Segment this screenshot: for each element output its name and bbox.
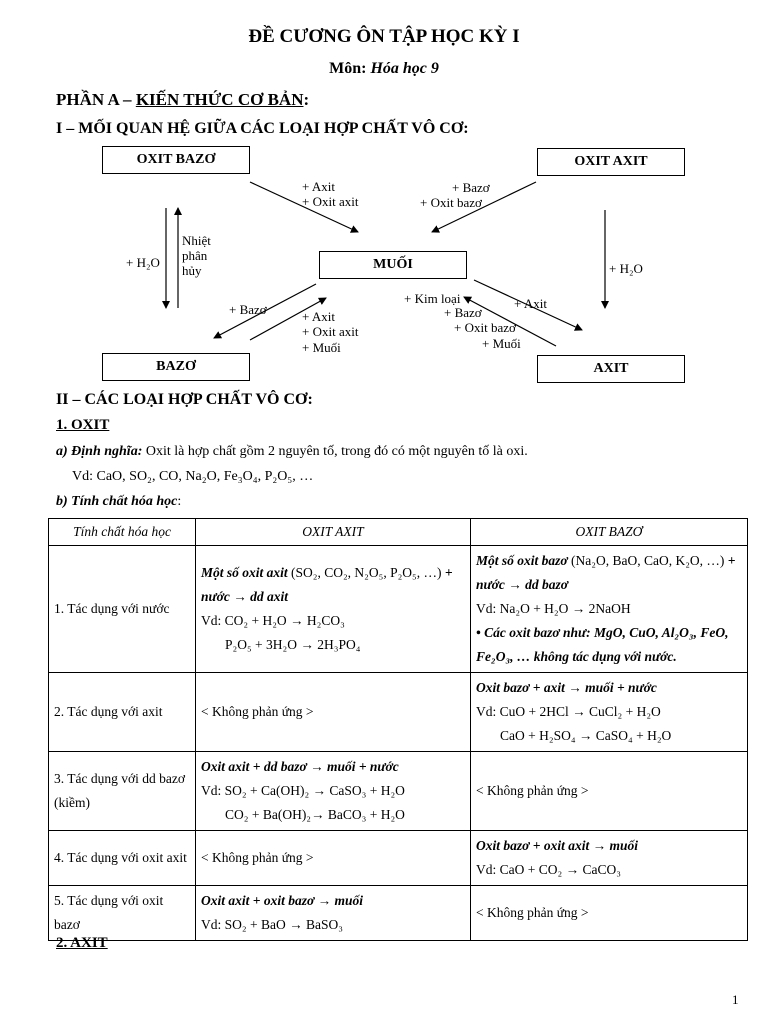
box-axit: AXIT: [537, 355, 685, 383]
row1-axit-ex1: Vd: CO₂ + H₂O → H₂CO₃: [201, 613, 345, 628]
table-row: [49, 752, 748, 831]
label-br-bazo: + Bazơ: [444, 305, 482, 320]
row5-axit-rule: Oxit axit + oxit bazơ → muối: [201, 893, 363, 908]
label-tl-axit: + Axit: [302, 179, 335, 194]
label-bl-oxit-axit: + Oxit axit: [302, 324, 359, 339]
label-bl-bazo: + Bazơ: [229, 302, 267, 317]
box-bazo: BAZƠ: [102, 353, 250, 381]
table-row: [49, 831, 748, 886]
row5-oxit-axit: [196, 886, 471, 941]
row4-bazo-ex1: Vd: CaO + CO₂ → CaCO₃: [476, 862, 621, 877]
properties-label: b) Tính chất hóa học: [56, 494, 178, 509]
box-oxit-bazo: OXIT BAZƠ: [102, 146, 250, 174]
label-br-oxit-bazo: + Oxit bazơ: [454, 320, 516, 335]
table-header-row: [49, 519, 748, 546]
definition-text: Oxit là hợp chất gồm 2 nguyên tố, trong đó có một nguyên tố là oxi.: [142, 444, 528, 459]
subject-value: Hóa học 9: [370, 60, 439, 77]
properties-colon: :: [177, 494, 182, 509]
row4-oxit-axit: < Không phản ứng >: [196, 831, 471, 886]
row1-oxit-bazo: [471, 546, 748, 673]
part-a-suffix: :: [303, 90, 310, 109]
row5-oxit-bazo: < Không phản ứng >: [471, 886, 748, 941]
row3-axit-rule: Oxit axit + dd bazơ → muối + nước: [201, 759, 399, 774]
row1-bazo-rule: Một số oxit bazơ (Na₂O, BaO, CaO, K₂O, …) + nước → dd bazơ: [476, 553, 736, 592]
row1-bazo-ex1: Vd: Na₂O + H₂O → 2NaOH: [476, 601, 631, 616]
row4-bazo-rule: Oxit bazơ + oxit axit → muối: [476, 838, 638, 853]
label-tl-oxit-axit: + Oxit axit: [302, 194, 359, 209]
subject-label: Môn:: [329, 60, 367, 77]
row1-axit-ex2: P₂O₅ + 3H₂O → 2H₃PO₄: [225, 637, 361, 652]
label-nhiet: Nhiệt: [182, 233, 211, 248]
page-number: 1: [732, 992, 739, 1007]
label-tr-bazo: + Bazơ: [452, 180, 490, 195]
table-row: [49, 886, 748, 941]
row2-bazo-ex1: Vd: CuO + 2HCl → CuCl₂ + H₂O: [476, 704, 661, 719]
row1-property: 1. Tác dụng với nước: [49, 546, 196, 673]
section-1-heading: I – MỐI QUAN HỆ GIỮA CÁC LOẠI HỢP CHẤT VÔ CƠ:: [56, 120, 469, 137]
header-oxit-axit: OXIT AXIT: [196, 519, 471, 546]
row2-oxit-axit: < Không phản ứng >: [196, 673, 471, 752]
oxit-heading: 1. OXIT: [56, 417, 110, 433]
box-oxit-axit: OXIT AXIT: [537, 148, 685, 176]
row4-oxit-bazo: [471, 831, 748, 886]
label-br-kim-loai: + Kim loại: [404, 291, 461, 306]
row3-axit-ex1: Vd: SO₂ + Ca(OH)₂ → CaSO₃ + H₂O: [201, 783, 405, 798]
label-bl-muoi: + Muối: [302, 340, 341, 355]
page-title: ĐỀ CƯƠNG ÔN TẬP HỌC KỲ I: [248, 26, 520, 47]
row2-property: 2. Tác dụng với axit: [49, 673, 196, 752]
label-huy: hủy: [182, 263, 202, 278]
properties-heading: [56, 494, 181, 510]
row3-oxit-axit: [196, 752, 471, 831]
row2-oxit-bazo: [471, 673, 748, 752]
header-oxit-bazo: OXIT BAZƠ: [471, 519, 748, 546]
label-br-axit: + Axit: [514, 296, 547, 311]
row4-property: 4. Tác dụng với oxit axit: [49, 831, 196, 886]
label-h2o-left: + H₂O: [126, 255, 160, 270]
oxit-examples: Vd: CaO, SO₂, CO, Na₂O, Fe₃O₄, P₂O₅, …: [72, 469, 314, 484]
row3-oxit-bazo: < Không phản ứng >: [471, 752, 748, 831]
row2-bazo-ex2: CaO + H₂SO₄ → CaSO₄ + H₂O: [500, 728, 672, 743]
row1-bazo-note: • Các oxit bazơ như: MgO, CuO, Al₂O₃, FeO, Fe₂O₃, … không tác dụng với nước.: [476, 625, 729, 664]
row5-axit-ex1: Vd: SO₂ + BaO → BaSO₃: [201, 917, 343, 932]
part-a-prefix: PHẦN A –: [56, 90, 136, 109]
label-br-muoi: + Muối: [482, 336, 521, 351]
oxit-properties-table: [48, 518, 748, 941]
header-property: Tính chất hóa học: [49, 519, 196, 546]
part-a-underlined: KIẾN THỨC CƠ BẢN: [135, 90, 304, 109]
label-tr-oxit-bazo: + Oxit bazơ: [420, 195, 482, 210]
row1-oxit-axit: [196, 546, 471, 673]
label-h2o-right: + H₂O: [609, 261, 643, 276]
axit-heading: 2. AXIT: [56, 935, 108, 951]
row1-axit-rule: Một số oxit axit (SO₂, CO₂, N₂O₅, P₂O₅, …) + nước → dd axit: [201, 565, 453, 604]
row3-axit-ex2: CO₂ + Ba(OH)₂→ BaCO₃ + H₂O: [225, 807, 405, 822]
table-row: [49, 673, 748, 752]
row2-bazo-rule: Oxit bazơ + axit → muối + nước: [476, 680, 657, 695]
section-2-heading: II – CÁC LOẠI HỢP CHẤT VÔ CƠ:: [56, 391, 313, 408]
row5-property: 5. Tác dụng với oxit bazơ: [49, 886, 196, 941]
label-bl-axit: + Axit: [302, 309, 335, 324]
definition: [56, 444, 528, 460]
label-phan: phân: [182, 248, 208, 263]
definition-label: a) Định nghĩa:: [56, 444, 143, 459]
row3-property: 3. Tác dụng với dd bazơ (kiềm): [49, 752, 196, 831]
table-row: [49, 546, 748, 673]
diagram-arrows: [0, 0, 768, 400]
box-muoi: MUỐI: [319, 251, 467, 279]
